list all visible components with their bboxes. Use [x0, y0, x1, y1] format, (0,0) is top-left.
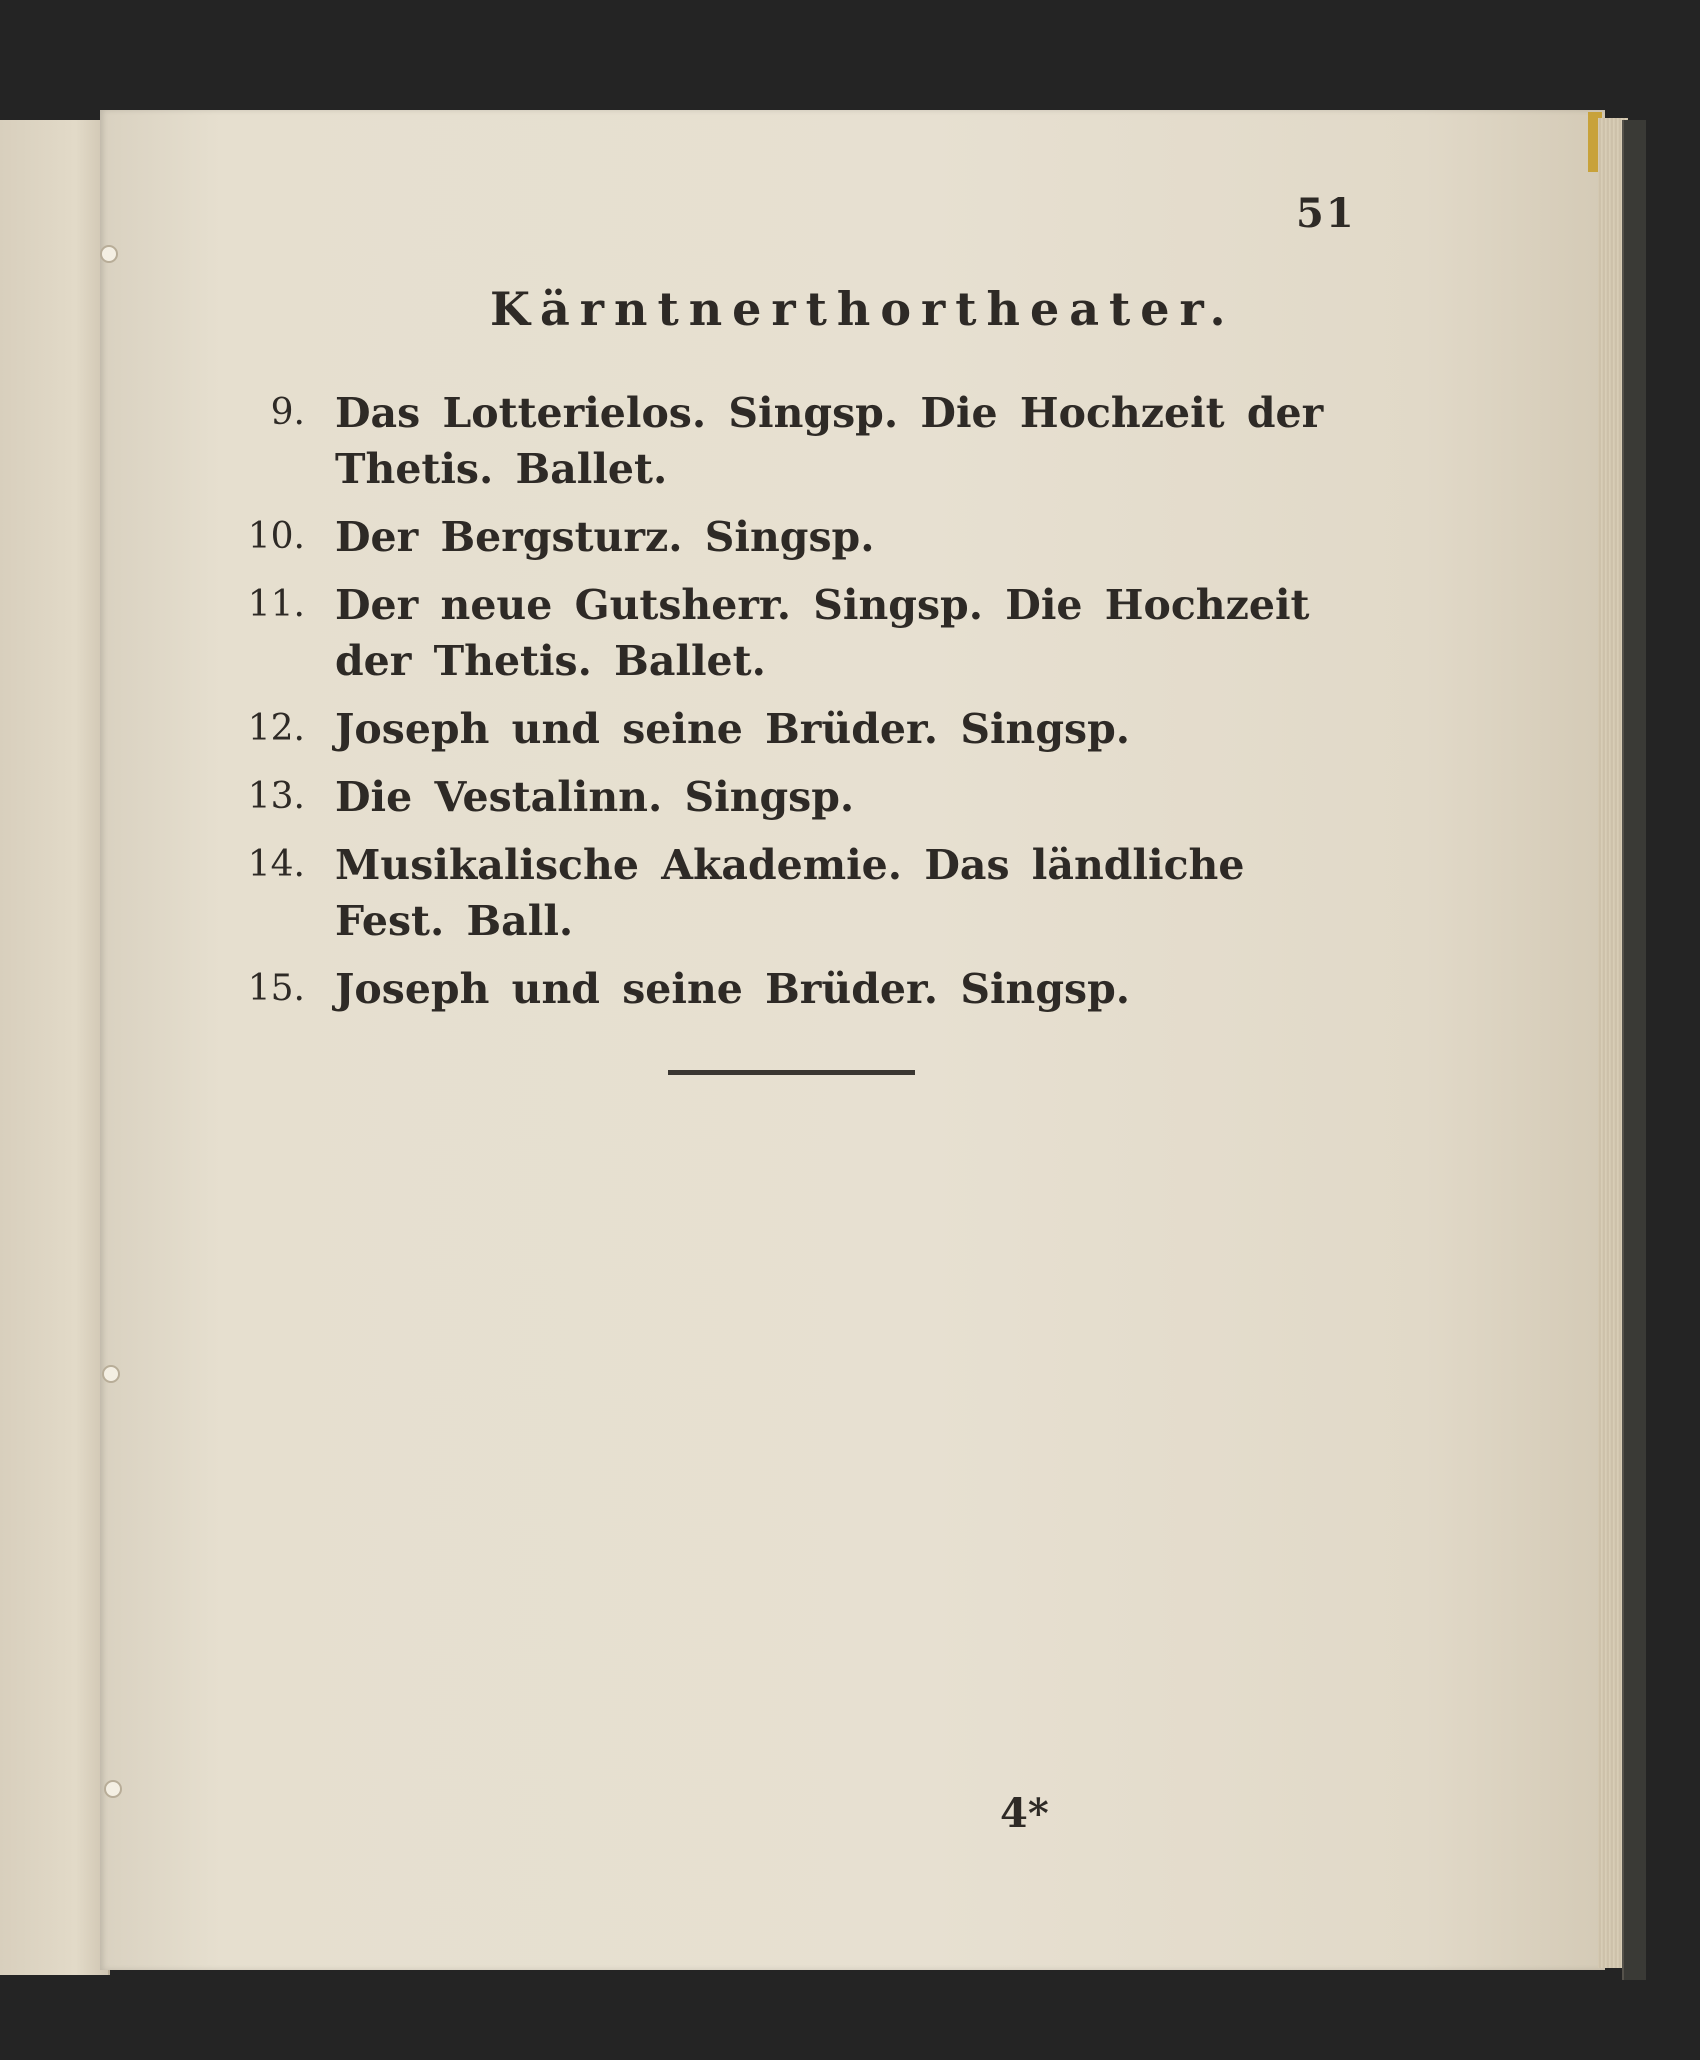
section-divider — [668, 1070, 915, 1075]
book-cover-edge — [1622, 120, 1646, 1980]
binding-stitch — [100, 245, 118, 263]
binding-stitch — [104, 1780, 122, 1798]
list-item — [235, 769, 1355, 825]
entry-number: 13. — [247, 776, 305, 817]
list-item — [235, 509, 1355, 565]
entry-text: Musikalische Akademie. Das ländliche Fest. Ball. — [335, 841, 1245, 945]
list-item — [235, 385, 1355, 497]
entry-text: Das Lotterielos. Singsp. Die Hochzeit der Thetis. Ballet. — [335, 389, 1324, 493]
page-number: 51 — [1296, 190, 1356, 237]
list-item — [235, 961, 1355, 1017]
performance-list — [235, 385, 1355, 1029]
entry-number: 10. — [247, 516, 305, 557]
entry-number: 14. — [247, 844, 305, 885]
entry-text: Der Bergsturz. Singsp. — [335, 513, 875, 561]
entry-text: Joseph und seine Brüder. Singsp. — [335, 965, 1131, 1013]
entry-number: 11. — [247, 584, 305, 625]
list-item — [235, 701, 1355, 757]
entry-text: Der neue Gutsherr. Singsp. Die Hochzeit der Thetis. Ballet. — [335, 581, 1310, 685]
page-heading: Kärntnerthortheater. — [490, 282, 1236, 336]
binding-stitch — [102, 1365, 120, 1383]
entry-text: Die Vestalinn. Singsp. — [335, 773, 855, 821]
entry-number: 12. — [247, 708, 305, 749]
list-item — [235, 577, 1355, 689]
list-item — [235, 837, 1355, 949]
left-page-edge — [0, 120, 110, 1975]
entry-text: Joseph und seine Brüder. Singsp. — [335, 705, 1131, 753]
entry-number: 15. — [247, 968, 305, 1009]
signature-mark: 4* — [1000, 1790, 1049, 1837]
entry-number: 9. — [270, 392, 305, 433]
